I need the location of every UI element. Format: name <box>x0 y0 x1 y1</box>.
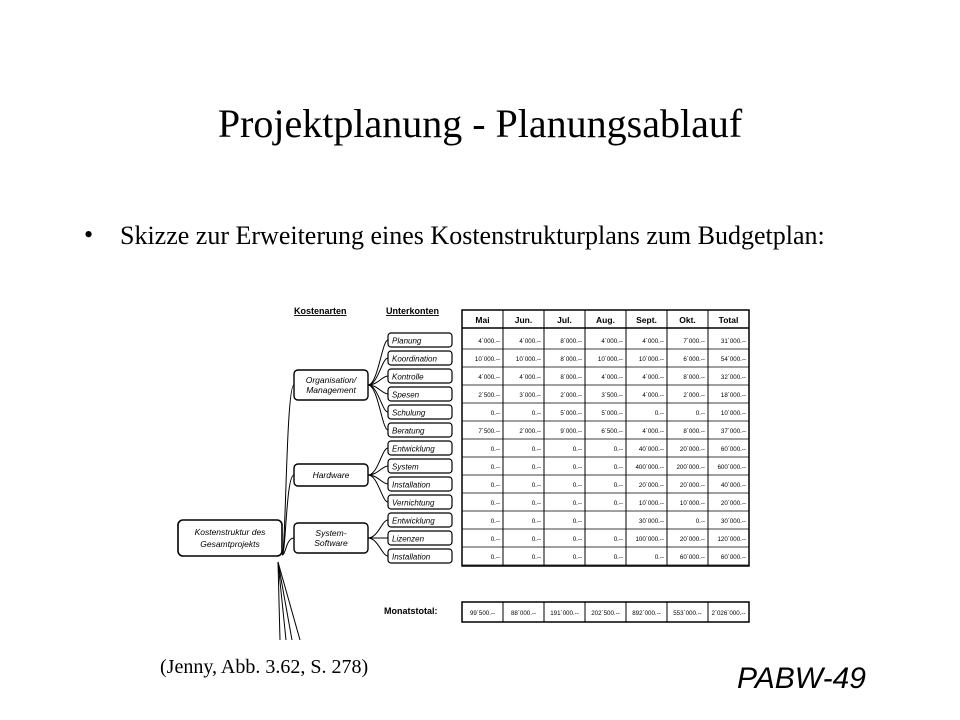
cell-value: 0.-- <box>531 500 541 507</box>
cell-value: 60´000.-- <box>720 554 746 561</box>
tree-connector <box>282 385 294 555</box>
cell-value: 60´000.-- <box>720 446 746 453</box>
account-label: Koordination <box>392 354 437 364</box>
cell-value: 4´000.-- <box>478 338 500 345</box>
cell-value: 54´000.-- <box>720 356 746 363</box>
cell-value: 20´000.-- <box>720 500 746 507</box>
cost-group-label: Hardware <box>312 470 350 480</box>
monatstotal-value: 202´500.-- <box>591 610 620 617</box>
cell-value: 4´000.-- <box>519 338 541 345</box>
account-label: Entwicklung <box>392 444 435 454</box>
cell-value: 10´000.-- <box>597 356 623 363</box>
cell-value: 8´000.-- <box>683 428 705 435</box>
cell-value: 18´000.-- <box>720 392 746 399</box>
cell-value: 0.-- <box>613 464 623 471</box>
cell-value: 4´000.-- <box>601 374 623 381</box>
monatstotal-label: Monatstotal: <box>384 606 438 616</box>
cost-group-label: Organisation/ <box>305 375 357 385</box>
cell-value: 4´000.-- <box>642 428 664 435</box>
budget-plan-figure <box>170 300 770 640</box>
cell-value: 0.-- <box>531 518 541 525</box>
header-unterkonten: Unterkonten <box>386 306 440 316</box>
cell-value: 30´000.-- <box>720 518 746 525</box>
bullet-text: Skizze zur Erweiterung eines Kostenstrukturplans zum Budgetplan: <box>120 221 825 250</box>
cell-value: 0.-- <box>490 518 500 525</box>
cell-value: 0.-- <box>572 536 582 543</box>
month-header: Sept. <box>636 315 657 325</box>
cell-value: 8´000.-- <box>560 374 582 381</box>
cell-value: 10´000.-- <box>679 500 705 507</box>
cell-value: 0.-- <box>490 482 500 489</box>
cell-value: 120´000.-- <box>717 536 746 543</box>
account-label: Installation <box>392 480 431 490</box>
cell-value: 20´000.-- <box>638 482 664 489</box>
cell-value: 8´000.-- <box>560 338 582 345</box>
cell-value: 0.-- <box>613 482 623 489</box>
cell-value: 5´000.-- <box>560 410 582 417</box>
tree-connector <box>368 538 388 556</box>
tree-connector <box>278 562 300 640</box>
cell-value: 0.-- <box>531 410 541 417</box>
cell-value: 7´500.-- <box>478 428 500 435</box>
slide-title: Projektplanung - Planungsablauf <box>217 101 743 146</box>
cell-value: 7´000.-- <box>683 338 705 345</box>
cell-value: 20´000.-- <box>679 446 705 453</box>
cell-value: 0.-- <box>613 554 623 561</box>
bullet-symbol: • <box>84 220 94 249</box>
cell-value: 30´000.-- <box>638 518 664 525</box>
cell-value: 6´500.-- <box>601 428 623 435</box>
figure-caption: (Jenny, Abb. 3.62, S. 278) <box>160 656 369 678</box>
month-header: Mai <box>475 315 490 325</box>
account-label: Lizenzen <box>392 534 425 544</box>
monatstotal-value: 88´000.-- <box>510 610 537 617</box>
cell-value: 0.-- <box>572 518 582 525</box>
root-cost-box <box>178 520 282 556</box>
cell-value: 2´500.-- <box>478 392 500 399</box>
month-header: Jul. <box>557 315 572 325</box>
cell-value: 6´000.-- <box>683 356 705 363</box>
month-header: Jun. <box>514 315 533 325</box>
cell-value: 0.-- <box>654 554 664 561</box>
account-label: Schulung <box>392 408 426 418</box>
tree-connector <box>368 340 388 385</box>
cell-value: 400´000.-- <box>635 464 664 471</box>
cell-value: 2´000.-- <box>683 392 705 399</box>
root-cost-label: Gesamtprojekts <box>200 539 260 549</box>
cell-value: 0.-- <box>490 410 500 417</box>
cell-value: 10´000.-- <box>515 356 541 363</box>
monatstotal-value: 191´000.-- <box>550 610 579 617</box>
cell-value: 0.-- <box>613 536 623 543</box>
month-header: Aug. <box>596 315 615 325</box>
cost-group-label: Management <box>306 385 356 395</box>
cell-value: 10´000.-- <box>638 356 664 363</box>
month-header: Okt. <box>679 315 696 325</box>
cell-value: 0.-- <box>490 464 500 471</box>
cell-value: 31´000.-- <box>720 338 746 345</box>
cell-value: 3´000.-- <box>519 392 541 399</box>
cell-value: 0.-- <box>531 536 541 543</box>
tree-connector <box>368 520 388 538</box>
account-label: Beratung <box>392 426 425 436</box>
cell-value: 4´000.-- <box>601 338 623 345</box>
cell-value: 2´000.-- <box>519 428 541 435</box>
cell-value: 0.-- <box>531 554 541 561</box>
cell-value: 2´000.-- <box>560 392 582 399</box>
cell-value: 0.-- <box>490 554 500 561</box>
cell-value: 37´000.-- <box>720 428 746 435</box>
cell-value: 8´000.-- <box>560 356 582 363</box>
account-label: System <box>392 462 419 472</box>
cell-value: 0.-- <box>572 500 582 507</box>
cell-value: 0.-- <box>613 500 623 507</box>
cell-value: 5´000.-- <box>601 410 623 417</box>
cell-value: 100´000.-- <box>635 536 664 543</box>
tree-connector <box>368 385 388 430</box>
cell-value: 0.-- <box>572 482 582 489</box>
cell-value: 0.-- <box>531 464 541 471</box>
header-kostenarten: Kostenarten <box>294 306 347 316</box>
account-label: Entwicklung <box>392 516 435 526</box>
cell-value: 3´500.-- <box>601 392 623 399</box>
cost-group-label: Software <box>314 538 348 548</box>
account-label: Spesen <box>392 390 420 400</box>
cell-value: 0.-- <box>695 410 705 417</box>
cell-value: 0.-- <box>695 518 705 525</box>
cell-value: 0.-- <box>572 464 582 471</box>
cell-value: 0.-- <box>490 446 500 453</box>
cell-value: 4´000.-- <box>642 374 664 381</box>
cell-value: 10´000.-- <box>720 410 746 417</box>
account-label: Vernichtung <box>392 498 435 508</box>
cost-group-label: System- <box>315 528 347 538</box>
cell-value: 40´000.-- <box>720 482 746 489</box>
cell-value: 10´000.-- <box>474 356 500 363</box>
cell-value: 4´000.-- <box>478 374 500 381</box>
cell-value: 8´000.-- <box>683 374 705 381</box>
cell-value: 0.-- <box>572 446 582 453</box>
cell-value: 0.-- <box>531 482 541 489</box>
cell-value: 0.-- <box>654 410 664 417</box>
cell-value: 32´000.-- <box>720 374 746 381</box>
cell-value: 20´000.-- <box>679 536 705 543</box>
cell-value: 0.-- <box>531 446 541 453</box>
cell-value: 0.-- <box>572 554 582 561</box>
cell-value: 60´000.-- <box>679 554 705 561</box>
account-label: Planung <box>392 336 422 346</box>
account-label: Kontrolle <box>392 372 424 382</box>
monatstotal-value: 892´000.-- <box>632 610 661 617</box>
monatstotal-value: 553´000.-- <box>673 610 702 617</box>
cell-value: 4´000.-- <box>642 338 664 345</box>
cell-value: 10´000.-- <box>638 500 664 507</box>
monatstotal-value: 2´026´000.-- <box>711 610 746 617</box>
cell-value: 600´000.-- <box>717 464 746 471</box>
cell-value: 0.-- <box>613 446 623 453</box>
slide-number: PABW-49 <box>737 662 866 695</box>
cell-value: 9´000.-- <box>560 428 582 435</box>
table-frame <box>462 310 749 566</box>
root-cost-label: Kostenstruktur des <box>194 527 266 537</box>
cell-value: 20´000.-- <box>679 482 705 489</box>
cell-value: 4´000.-- <box>519 374 541 381</box>
cell-value: 40´000.-- <box>638 446 664 453</box>
cell-value: 0.-- <box>490 536 500 543</box>
account-label: Installation <box>392 552 431 562</box>
cell-value: 200´000.-- <box>676 464 705 471</box>
monatstotal-value: 99´500.-- <box>469 610 496 617</box>
cell-value: 4´000.-- <box>642 392 664 399</box>
cell-value: 0.-- <box>490 500 500 507</box>
month-header: Total <box>718 315 739 325</box>
